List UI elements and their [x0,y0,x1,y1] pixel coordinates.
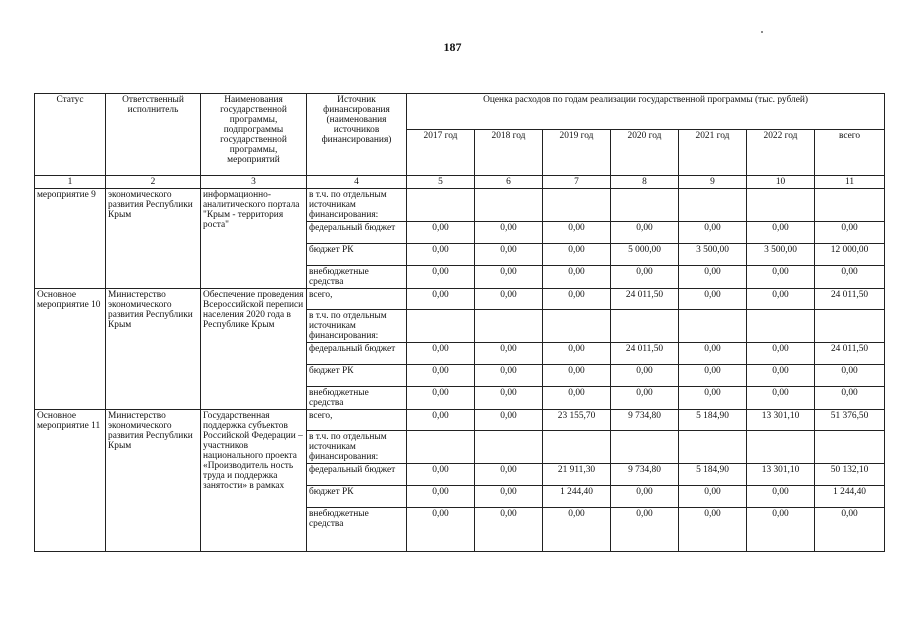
header-estimate: Оценка расходов по годам реализации государственной программы (тыс. рублей) [407,94,885,130]
value-cell: 0,00 [407,222,475,244]
value-cell: 9 734,80 [611,464,679,486]
header-year: 2017 год [407,130,475,176]
column-number: 4 [307,176,407,189]
column-number: 9 [679,176,747,189]
value-cell: 0,00 [475,266,543,289]
value-cell: 0,00 [747,289,815,310]
responsible-cell: Министерство экономического развития Республики Крым [106,289,201,410]
value-cell: 0,00 [543,387,611,410]
total-cell: 0,00 [815,266,885,289]
value-cell: 0,00 [475,365,543,387]
value-cell: 0,00 [475,464,543,486]
value-cell: 0,00 [747,508,815,552]
column-number: 5 [407,176,475,189]
value-cell: 21 911,30 [543,464,611,486]
total-cell: 0,00 [815,365,885,387]
value-cell: 5 000,00 [611,244,679,266]
total-cell [815,310,885,343]
value-cell: 24 011,50 [611,289,679,310]
source-cell: всего, [307,410,407,431]
total-cell: 24 011,50 [815,343,885,365]
value-cell: 0,00 [679,365,747,387]
column-number: 7 [543,176,611,189]
value-cell: 0,00 [543,508,611,552]
value-cell: 0,00 [747,222,815,244]
source-cell: федеральный бюджет [307,222,407,244]
source-cell: внебюджетные средства [307,266,407,289]
value-cell: 5 184,90 [679,464,747,486]
value-cell: 0,00 [747,387,815,410]
source-cell: внебюджетные средства [307,508,407,552]
source-cell: внебюджетные средства [307,387,407,410]
header-year: 2022 год [747,130,815,176]
source-cell: федеральный бюджет [307,464,407,486]
header-source: Источник финансирования (наименования источников финансирования) [307,94,407,176]
value-cell: 0,00 [475,410,543,431]
value-cell: 0,00 [611,486,679,508]
column-number: 10 [747,176,815,189]
value-cell: 0,00 [475,387,543,410]
column-number: 2 [106,176,201,189]
value-cell: 0,00 [407,464,475,486]
value-cell: 0,00 [475,222,543,244]
source-cell: в т.ч. по отдельным источникам финансирования: [307,310,407,343]
value-cell: 1 244,40 [543,486,611,508]
header-year: 2021 год [679,130,747,176]
source-cell: федеральный бюджет [307,343,407,365]
total-cell: 24 011,50 [815,289,885,310]
value-cell: 0,00 [679,387,747,410]
value-cell: 0,00 [475,508,543,552]
value-cell: 0,00 [679,266,747,289]
value-cell: 0,00 [475,486,543,508]
value-cell [407,310,475,343]
value-cell [611,310,679,343]
page-number: 187 [443,40,462,54]
table-body [35,189,885,552]
header-status: Статус [35,94,106,176]
status-cell: мероприятие 9 [35,189,106,289]
header-year: 2019 год [543,130,611,176]
value-cell: 0,00 [407,343,475,365]
total-cell: 0,00 [815,508,885,552]
header-responsible: Ответственный исполнитель [106,94,201,176]
table-row [35,289,885,310]
value-cell: 0,00 [543,289,611,310]
value-cell: 0,00 [407,289,475,310]
header-year: 2018 год [475,130,543,176]
value-cell: 0,00 [747,266,815,289]
column-number: 6 [475,176,543,189]
responsible-cell: экономического развития Республики Крым [106,189,201,289]
value-cell: 0,00 [407,486,475,508]
value-cell: 0,00 [407,387,475,410]
total-cell: 51 376,50 [815,410,885,431]
total-cell: 0,00 [815,387,885,410]
value-cell: 3 500,00 [747,244,815,266]
value-cell: 0,00 [543,266,611,289]
source-cell: бюджет РК [307,486,407,508]
value-cell: 0,00 [611,266,679,289]
source-cell: бюджет РК [307,365,407,387]
source-cell: в т.ч. по отдельным источникам финансирования: [307,189,407,222]
value-cell: 3 500,00 [679,244,747,266]
value-cell: 0,00 [407,410,475,431]
value-cell [747,310,815,343]
value-cell [475,189,543,222]
column-number: 1 [35,176,106,189]
value-cell [543,189,611,222]
value-cell [611,189,679,222]
value-cell [611,431,679,464]
value-cell: 24 011,50 [611,343,679,365]
value-cell: 0,00 [475,244,543,266]
source-cell: бюджет РК [307,244,407,266]
value-cell: 0,00 [543,244,611,266]
description-cell: информационно-аналитического портала "Крым - территория роста" [201,189,307,289]
value-cell [475,310,543,343]
status-cell: Основное мероприятие 11 [35,410,106,552]
value-cell: 0,00 [543,343,611,365]
total-cell: 0,00 [815,222,885,244]
value-cell: 0,00 [679,343,747,365]
value-cell: 13 301,10 [747,410,815,431]
source-cell: всего, [307,289,407,310]
total-cell [815,431,885,464]
status-cell: Основное мероприятие 10 [35,289,106,410]
value-cell: 0,00 [679,508,747,552]
value-cell [747,431,815,464]
value-cell: 0,00 [747,365,815,387]
value-cell: 0,00 [475,343,543,365]
description-cell: Государственная поддержка субъектов Российской Федерации – участников национального проекта «Производитель ность труда и поддержка занятости» в рамках [201,410,307,552]
column-number: 3 [201,176,307,189]
header-year: 2020 год [611,130,679,176]
value-cell: 0,00 [543,365,611,387]
value-cell: 0,00 [679,222,747,244]
header-program-names: Наименования государственной программы, подпрограммы государственной программы, мероприятий [201,94,307,176]
value-cell: 0,00 [407,508,475,552]
table-row [35,410,885,431]
scan-speck [761,31,763,33]
value-cell [679,310,747,343]
value-cell: 0,00 [747,486,815,508]
value-cell: 0,00 [611,387,679,410]
source-cell: в т.ч. по отдельным источникам финансирования: [307,431,407,464]
total-cell [815,189,885,222]
value-cell [747,189,815,222]
value-cell: 0,00 [611,222,679,244]
table-row [35,189,885,222]
total-cell: 50 132,10 [815,464,885,486]
column-number: 8 [611,176,679,189]
value-cell: 13 301,10 [747,464,815,486]
value-cell: 0,00 [475,289,543,310]
value-cell [543,310,611,343]
value-cell: 23 155,70 [543,410,611,431]
value-cell: 9 734,80 [611,410,679,431]
column-number: 11 [815,176,885,189]
value-cell: 5 184,90 [679,410,747,431]
value-cell: 0,00 [747,343,815,365]
value-cell: 0,00 [543,222,611,244]
value-cell: 0,00 [611,508,679,552]
value-cell [407,431,475,464]
value-cell: 0,00 [407,244,475,266]
value-cell: 0,00 [407,365,475,387]
value-cell [475,431,543,464]
value-cell [679,189,747,222]
header-total: всего [815,130,885,176]
budget-table [34,93,885,552]
total-cell: 1 244,40 [815,486,885,508]
value-cell [407,189,475,222]
value-cell [543,431,611,464]
value-cell [679,431,747,464]
description-cell: Обеспечение проведения Всероссийской переписи населения 2020 года в Республике Крым [201,289,307,410]
value-cell: 0,00 [679,486,747,508]
value-cell: 0,00 [611,365,679,387]
value-cell: 0,00 [679,289,747,310]
total-cell: 12 000,00 [815,244,885,266]
responsible-cell: Министерство экономического развития Республики Крым [106,410,201,552]
value-cell: 0,00 [407,266,475,289]
